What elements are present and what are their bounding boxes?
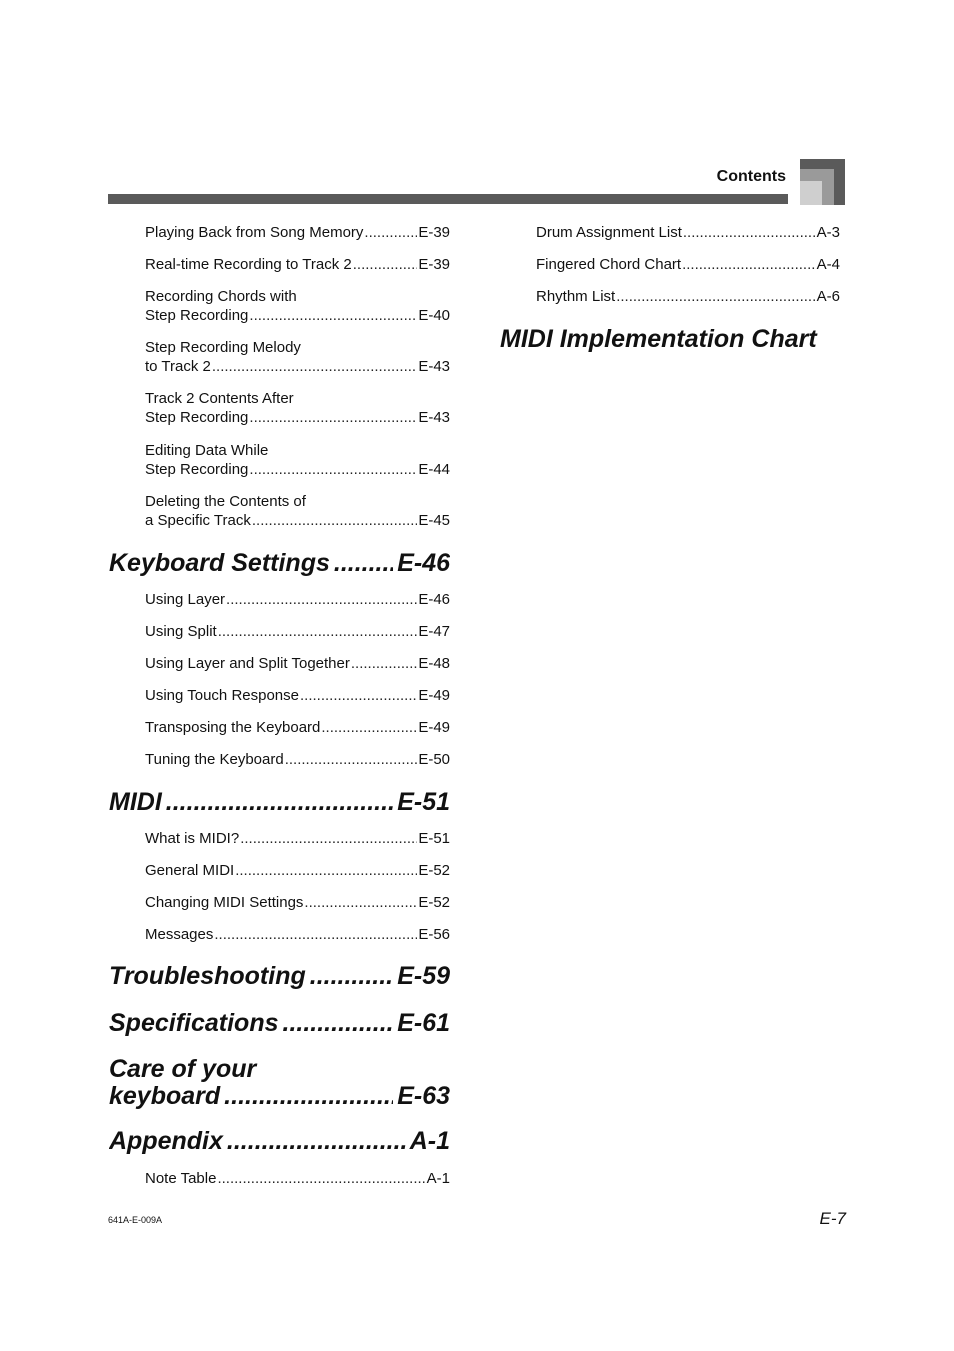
toc-entry-title-line1: Track 2 Contents After [145,390,294,407]
footer-document-code: 641A-E-009A [108,1215,163,1225]
toc-entry-page: A-3 [816,224,840,241]
section-page: E-59 [397,963,450,990]
toc-entry-page: A-1 [426,1170,450,1187]
toc-entry[interactable] [145,861,450,880]
section-page: E-63 [397,1083,450,1110]
toc-leader [285,750,418,769]
toc-entry-page: E-46 [418,591,450,608]
toc-entry-title: Step Recording [145,409,249,426]
toc-entry[interactable] [145,622,450,641]
toc-leader [304,893,417,912]
toc-entry-page: E-52 [418,862,450,879]
section-midi[interactable] [109,789,450,816]
footer-page-number: E-7 [819,1209,846,1228]
toc-entry-title: Rhythm List [536,288,616,305]
section-page: E-46 [397,550,450,577]
section-page: A-1 [409,1128,450,1155]
toc-entry-title: Using Layer [145,591,226,608]
toc-leader [682,255,816,274]
toc-leader [240,829,417,848]
toc-leader [218,622,418,641]
toc-entry-title: Fingered Chord Chart [536,256,682,273]
toc-leader [217,1169,425,1188]
toc-entry-page: A-6 [816,288,840,305]
toc-entry-title: Tuning the Keyboard [145,751,284,768]
toc-entry-title: to Track 2 [145,358,211,375]
toc-entry-page: E-45 [418,512,450,529]
toc-entry-title: Transposing the Keyboard [145,719,321,736]
toc-leader [214,925,417,944]
toc-entry-title: Note Table [145,1170,217,1187]
toc-leader [353,255,418,274]
toc-entry-page: E-49 [418,687,450,704]
section-title: Troubleshooting [109,963,306,990]
toc-entry-title: General MIDI [145,862,235,879]
toc-entry-page: E-40 [418,307,450,324]
toc-entry-title: Step Recording [145,307,249,324]
toc-entry-title-line1: Deleting the Contents of [145,493,306,510]
toc-entry[interactable] [145,492,450,530]
toc-entry-page: E-56 [418,926,450,943]
toc-leader [351,654,417,673]
section-leader [224,1083,393,1110]
toc-leader [249,460,417,479]
section-title: Keyboard Settings [109,550,330,577]
toc-leader [252,511,417,530]
section-leader [166,789,393,816]
toc-leader [321,718,417,737]
toc-entry[interactable] [536,287,840,306]
toc-entry-page: E-47 [418,623,450,640]
toc-entry-title: Real-time Recording to Track 2 [145,256,352,273]
toc-entry[interactable] [145,223,450,242]
section-title: Specifications [109,1010,279,1037]
toc-entry-page: E-51 [418,830,450,847]
section-leader [310,963,393,990]
toc-entry[interactable] [145,338,450,376]
section-troubleshooting[interactable] [109,963,450,990]
toc-leader [364,223,417,242]
section-leader [227,1128,406,1155]
toc-entry[interactable] [145,441,450,479]
section-care-of-keyboard[interactable] [109,1056,450,1110]
toc-entry-page: E-52 [418,894,450,911]
toc-entry-page: E-44 [418,461,450,478]
toc-entry[interactable] [145,750,450,769]
section-title: Appendix [109,1128,223,1155]
section-keyboard-settings[interactable] [109,550,450,577]
toc-entry[interactable] [145,1169,450,1188]
toc-entry-page: E-43 [418,358,450,375]
toc-entry-page: E-39 [418,224,450,241]
toc-entry[interactable] [145,925,450,944]
toc-entry-page: E-48 [418,655,450,672]
toc-leader [235,861,417,880]
section-leader [283,1010,394,1037]
toc-entry-page: E-39 [418,256,450,273]
toc-leader [683,223,816,242]
toc-entry-title-line1: Step Recording Melody [145,339,301,356]
toc-leader [300,686,417,705]
section-leader [334,550,393,577]
toc-entry[interactable] [145,590,450,609]
toc-entry[interactable] [145,829,450,848]
toc-entry-title: Drum Assignment List [536,224,682,241]
toc-entry-title: a Specific Track [145,512,251,529]
toc-entry-title-line1: Recording Chords with [145,288,297,305]
section-page: E-51 [397,789,450,816]
section-title: MIDI [109,789,162,816]
toc-entry[interactable] [145,686,450,705]
toc-entry-title: Using Layer and Split Together [145,655,350,672]
toc-entry[interactable] [536,255,840,274]
header-corner-graphic [800,159,845,205]
toc-entry[interactable] [536,223,840,242]
section-title-line1: Care of your [109,1055,257,1083]
section-appendix[interactable] [109,1128,450,1155]
toc-entry[interactable] [145,893,450,912]
toc-entry-title-line1: Editing Data While [145,442,269,459]
page-header-title: Contents [716,168,786,185]
toc-entry-title: Step Recording [145,461,249,478]
toc-entry[interactable] [145,389,450,427]
toc-entry-page: E-50 [418,751,450,768]
toc-entry-title: Playing Back from Song Memory [145,224,364,241]
toc-leader [249,408,417,427]
toc-entry-title: Messages [145,926,214,943]
toc-entry[interactable] [145,287,450,325]
toc-entry-page: E-49 [418,719,450,736]
toc-entry-title: What is MIDI? [145,830,240,847]
toc-leader [226,590,417,609]
toc-entry-title: Using Touch Response [145,687,299,704]
toc-entry[interactable] [145,255,450,274]
toc-leader [249,306,417,325]
toc-entry-page: A-4 [816,256,840,273]
toc-leader [616,287,815,306]
toc-entry[interactable] [145,718,450,737]
section-page: E-61 [397,1010,450,1037]
section-midi-implementation-chart[interactable]: MIDI Implementation Chart [500,325,817,353]
header-rule [108,194,788,204]
toc-entry-title: Changing MIDI Settings [145,894,304,911]
section-title: keyboard [109,1083,221,1110]
toc-leader [212,357,417,376]
toc-entry[interactable] [145,654,450,673]
corner-shade-light [800,181,822,205]
toc-entry-page: E-43 [418,409,450,426]
toc-entry-title: Using Split [145,623,217,640]
section-specifications[interactable] [109,1010,450,1037]
